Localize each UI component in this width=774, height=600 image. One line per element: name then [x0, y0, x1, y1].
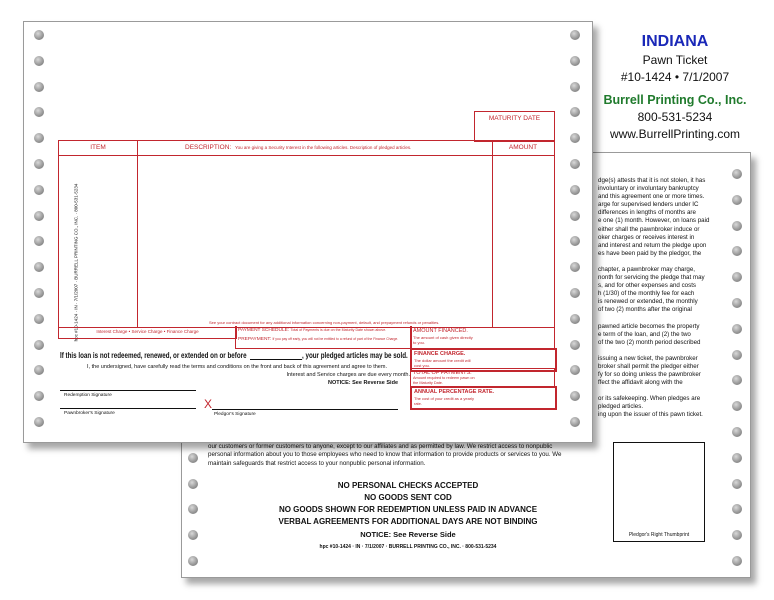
pledgor-signature-label: Pledgor's Signature [214, 412, 256, 417]
amount-financed-text: The amount of cash given directly to you. [413, 335, 473, 345]
back-right-line: is renewed or extended, the monthly [598, 298, 698, 306]
privacy-line: personal information about you to those employees who need to know that information to provide products or services to you. We [208, 451, 562, 459]
company-name: Burrell Printing Co., Inc. [603, 93, 747, 107]
payment-schedule-label: PAYMENT SCHEDULE: [238, 328, 290, 333]
prepayment-label: PREPAYMENT: [238, 337, 272, 342]
sprocket-hole [34, 82, 44, 92]
company-website: www.BurrellPrinting.com [609, 127, 741, 141]
sprocket-hole [34, 30, 44, 40]
privacy-line: maintain safeguards that restrict access to your nonpublic personal information. [208, 459, 426, 467]
redemption-signature-line [60, 390, 196, 391]
back-right-line: arge for supervised lenders under IC [598, 201, 699, 209]
redeem-line-1: If this loan is not redeemed, renewed, or extended on or before [60, 351, 247, 360]
amount-financed-box [410, 326, 555, 349]
sprocket-hole [570, 288, 580, 298]
back-no-checks: NO PERSONAL CHECKS ACCEPTED [337, 481, 479, 490]
back-right-line: ffect the affidavit along with the [598, 379, 683, 387]
sprocket-hole [732, 530, 742, 540]
sprocket-hole [34, 340, 44, 350]
finance-charge-text: The dollar amount the credit will cost you. [414, 358, 471, 368]
sprocket-hole [732, 427, 742, 437]
apr-label: ANNUAL PERCENTAGE RATE. [414, 389, 495, 395]
sprocket-hole [34, 417, 44, 427]
pledgor-x-mark: X [204, 397, 213, 411]
sprocket-hole [732, 324, 742, 334]
privacy-line: our customers or former customers to anyone, except to our affiliates and as permitted by law. We restrict access to nonpublic [208, 442, 553, 450]
back-footer: hpc #10-1424 · IN · 7/1/2007 · BURRELL PRINTING CO., INC. · 800-531-5234 [319, 544, 497, 550]
back-no-cod: NO GOODS SENT COD [364, 493, 452, 502]
sprocket-hole [732, 195, 742, 205]
amount-financed-label: AMOUNT FINANCED. [413, 328, 468, 334]
total-payments-text: Amount required to redeem pawn on the Maturity Date. [413, 376, 475, 385]
back-right-line: of the two (2) month period described [598, 338, 701, 346]
form-heading [595, 32, 755, 143]
payment-schedule-text: Total of Payments is due on the Maturity Date shown above. [290, 328, 387, 332]
front-sheet [23, 21, 593, 443]
sprocket-hole [732, 556, 742, 566]
sprocket-hole [570, 185, 580, 195]
back-right-line: pawned article becomes the property [598, 322, 700, 330]
pawnbroker-signature-line [60, 408, 196, 409]
total-payments-box [410, 368, 555, 388]
col-header-item: ITEM [90, 144, 106, 151]
sprocket-hole [732, 453, 742, 463]
back-verbal: VERBAL AGREEMENTS FOR ADDITIONAL DAYS ARE NOT BINDING [278, 517, 538, 526]
back-right-line: and this agreement one or more times. [598, 193, 705, 201]
table-header-rule [59, 155, 554, 156]
sprocket-hole [570, 159, 580, 169]
back-right-line: ing upon the issuer of this pawn ticket. [598, 411, 703, 419]
col-divider-item [137, 141, 138, 327]
back-right-line: e term of the loan, and (2) the two [598, 330, 691, 338]
back-right-holes [728, 153, 748, 577]
sprocket-hole [34, 288, 44, 298]
undersigned-line-1: I, the undersigned, have carefully read the terms and conditions on the front and back of this agreement and agree to them. [87, 364, 387, 370]
sprocket-hole [34, 314, 44, 324]
sprocket-hole [570, 211, 580, 221]
sprocket-hole [34, 56, 44, 66]
col-header-description: DESCRIPTION: [185, 144, 232, 151]
company-phone: 800-531-5234 [637, 110, 713, 124]
sprocket-hole [570, 314, 580, 324]
back-right-line: s, and for other expenses and costs [598, 282, 697, 290]
maturity-date-box [474, 111, 555, 142]
sprocket-hole [570, 417, 580, 427]
sprocket-hole [732, 272, 742, 282]
back-right-line: of two (2) months after the original [598, 306, 692, 314]
back-no-goods: NO GOODS SHOWN FOR REDEMPTION UNLESS PAID IN ADVANCE [278, 505, 538, 514]
state-title: INDIANA [641, 33, 709, 50]
form-name: Pawn Ticket [642, 53, 708, 67]
front-left-holes [30, 22, 50, 442]
back-right-line: broker shall permit the pledger either [598, 362, 699, 370]
back-right-text [598, 177, 726, 419]
redeem-date-line [250, 359, 302, 360]
total-payments-label: TOTAL OF PAYMENTS. [413, 370, 472, 376]
back-right-line: nonth for servicing the pledge that may [598, 274, 705, 282]
sprocket-hole [570, 133, 580, 143]
back-right-line: pledged articles. [598, 403, 644, 411]
sprocket-hole [34, 236, 44, 246]
back-right-line: oker charges or receives interest in [598, 233, 695, 241]
sprocket-hole [732, 298, 742, 308]
sprocket-hole [188, 556, 198, 566]
maturity-date-label: MATURITY DATE [488, 115, 541, 122]
articles-table [58, 140, 555, 328]
back-right-line: involuntary or involuntary bankruptcy [598, 185, 699, 193]
prepayment-text: If you pay off early, you will not be entitled to a refund of part of the Finance Charge. [272, 337, 399, 341]
thumbprint-box [613, 442, 705, 542]
sprocket-hole [570, 82, 580, 92]
disclosure-note: See your contract document for any additional information concerning non-payment, default, and prepayment refunds or penalties. [209, 320, 440, 325]
back-right-line: e one (1) month. However, on loans paid [598, 217, 710, 225]
sprocket-hole [570, 391, 580, 401]
sprocket-hole [188, 530, 198, 540]
charges-row [58, 326, 237, 339]
undersigned-line-2: Interest and Service charges are due every month. [286, 372, 410, 378]
apr-text: The cost of your credit as a yearly rate. [414, 396, 475, 406]
thumbprint-label: Pledgor's Right Thumbprint [628, 532, 690, 538]
pawnbroker-signature-label: Pawnbroker's Signature [64, 411, 115, 416]
front-notice: NOTICE: See Reverse Side [328, 380, 399, 386]
sprocket-hole [570, 56, 580, 66]
description-note: You are giving a Security Interest in the following articles. Description of pledged articles. [235, 145, 412, 150]
sprocket-hole [34, 365, 44, 375]
charges-line: Interest Charge • Service Charge • Finance Charge [96, 329, 199, 334]
sprocket-hole [570, 107, 580, 117]
sprocket-hole [570, 236, 580, 246]
sprocket-hole [188, 479, 198, 489]
form-number: #10-1424 • 7/1/2007 [620, 70, 730, 84]
prepayment-line [238, 337, 398, 342]
sprocket-hole [188, 504, 198, 514]
redeem-line-2: , your pledged articles may be sold. [302, 351, 408, 360]
pledgor-signature-line [212, 409, 398, 410]
sprocket-hole [570, 262, 580, 272]
sprocket-hole [570, 365, 580, 375]
sprocket-hole [34, 262, 44, 272]
payment-schedule-line [238, 328, 386, 333]
back-right-line: h (1/30) of the monthly fee for each [598, 290, 695, 298]
back-right-line: fy for so doing unless the pawnbroker [598, 370, 701, 378]
sprocket-hole [34, 133, 44, 143]
back-right-line [598, 315, 726, 323]
sprocket-hole [570, 30, 580, 40]
finance-charge-label: FINANCE CHARGE. [414, 351, 466, 357]
apr-box [410, 386, 557, 410]
sprocket-hole [732, 401, 742, 411]
back-right-line [598, 387, 726, 395]
sprocket-hole [732, 169, 742, 179]
sprocket-hole [570, 340, 580, 350]
sprocket-hole [188, 453, 198, 463]
front-side-text: hpc #10-1424 · IN · 7/1/2007 · BURRELL PRINTING CO., INC. · 800-531-5234 [73, 183, 79, 342]
sprocket-hole [732, 504, 742, 514]
sprocket-hole [732, 221, 742, 231]
back-right-line: issuing a new ticket, the pawnbroker [598, 354, 698, 362]
col-divider-amount [492, 141, 493, 327]
col-header-amount: AMOUNT [508, 144, 538, 151]
sprocket-hole [34, 391, 44, 401]
sprocket-hole [732, 246, 742, 256]
back-right-line: and interest and return the pledge upon [598, 241, 707, 249]
back-right-line: either shall the pawnbroker induce or [598, 225, 700, 233]
sprocket-hole [34, 159, 44, 169]
back-right-line: chapter, a pawnbroker may charge, [598, 265, 695, 273]
sprocket-hole [732, 350, 742, 360]
sprocket-hole [34, 107, 44, 117]
sprocket-hole [34, 211, 44, 221]
sprocket-hole [34, 185, 44, 195]
back-right-line: differences in lengths of months are [598, 209, 696, 217]
front-right-holes [566, 22, 586, 442]
back-notice: NOTICE: See Reverse Side [360, 530, 456, 539]
back-right-line: es have been paid by the pledgor, the [598, 249, 702, 257]
back-right-line: or its safekeeping. When pledges are [598, 395, 701, 403]
sprocket-hole [732, 479, 742, 489]
redemption-signature-label: Redemption Signature [64, 393, 112, 398]
payment-schedule-box [235, 326, 412, 349]
back-right-line: dge(s) attests that it is not stolen, it has [598, 177, 706, 184]
sprocket-hole [732, 375, 742, 385]
back-right-line [598, 347, 726, 355]
back-right-line [598, 258, 726, 266]
